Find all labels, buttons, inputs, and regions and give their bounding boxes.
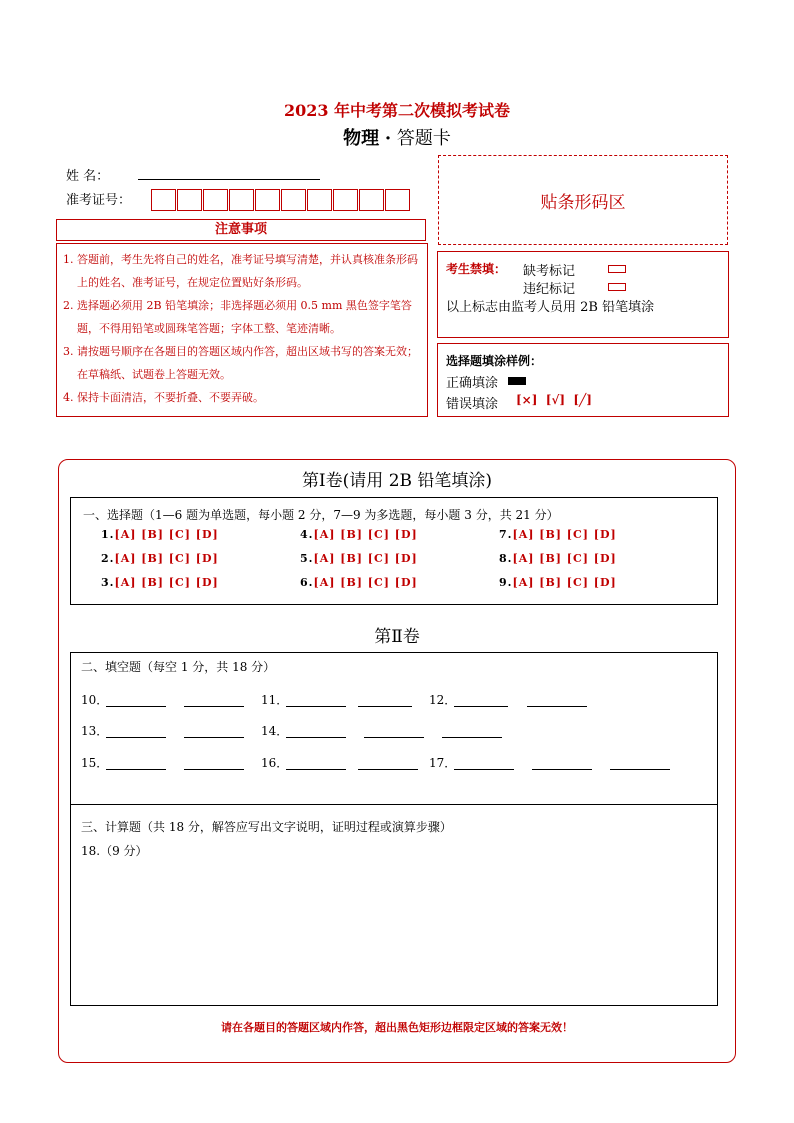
question-number: 3. <box>101 576 115 589</box>
question-3[interactable] <box>101 576 219 589</box>
footer-warning: 请在各题目的答题区域内作答，超出黑色矩形边框限定区域的答案无效！ <box>221 1021 573 1034</box>
id-digit-box[interactable] <box>229 189 254 211</box>
part2-heading: 第Ⅱ卷 <box>374 627 420 647</box>
answer-blank[interactable] <box>454 705 508 707</box>
id-digit-box[interactable] <box>281 189 306 211</box>
question-1[interactable] <box>101 528 219 541</box>
answer-blank[interactable] <box>184 768 244 770</box>
absent-mark-label: 缺考标记 <box>523 264 576 279</box>
ban-note: 以上标志由监考人员用 2B 铅笔填涂 <box>446 300 655 315</box>
option-bubbles[interactable]: [A] [B] [C] [D] <box>114 552 219 565</box>
fill-number: 11． <box>261 693 289 707</box>
notice-item: 1. 答题前，考生先将自己的姓名，准考证号填写清楚，并认真核准条形码上的姓名、准考证号，在规定位置贴好条形码。 <box>63 253 418 289</box>
fill-number: 14． <box>261 724 289 738</box>
barcode-area <box>438 155 728 245</box>
question-number: 7. <box>499 528 513 541</box>
answer-blank[interactable] <box>106 768 166 770</box>
id-digit-box[interactable] <box>151 189 176 211</box>
card-type-label: 答题卡 <box>396 128 451 149</box>
question-number: 4. <box>300 528 314 541</box>
id-digit-box[interactable] <box>385 189 410 211</box>
wrong-fill-label: 错误填涂 <box>446 397 499 412</box>
question-8[interactable] <box>499 552 617 565</box>
answer-blank[interactable] <box>364 736 424 738</box>
correct-fill-label: 正确填涂 <box>446 376 499 391</box>
notice-item: 4. 保持卡面清洁，不要折叠、不要弄破。 <box>63 391 264 404</box>
correct-fill-swatch <box>508 377 526 385</box>
answer-blank[interactable] <box>358 768 418 770</box>
barcode-label: 贴条形码区 <box>540 192 626 213</box>
question-4[interactable] <box>300 528 418 541</box>
violation-mark-box[interactable] <box>608 283 626 291</box>
examiner-only-box <box>437 251 729 338</box>
notice-heading: 注意事项 <box>56 219 426 241</box>
question-6[interactable] <box>300 576 418 589</box>
fill-title: 二、填空题（每空 1 分，共 18 分） <box>81 660 276 674</box>
option-bubbles[interactable]: [A] [B] [C] [D] <box>512 576 617 589</box>
question-number: 2. <box>101 552 115 565</box>
fill-number: 13． <box>81 724 109 738</box>
card-subtitle <box>0 124 794 150</box>
question-2[interactable] <box>101 552 219 565</box>
calc-section[interactable] <box>70 804 718 1006</box>
sample-title: 选择题填涂样例： <box>446 354 543 368</box>
question-9[interactable] <box>499 576 617 589</box>
option-bubbles[interactable]: [A] [B] [C] [D] <box>114 576 219 589</box>
answer-blank[interactable] <box>610 768 670 770</box>
id-digit-box[interactable] <box>177 189 202 211</box>
id-digit-box[interactable] <box>203 189 228 211</box>
name-label: 姓 名： <box>66 169 110 184</box>
choice-section <box>70 497 718 605</box>
id-number-boxes[interactable] <box>151 189 411 211</box>
wrong-fill-marks: [×] [√] [╱] <box>516 393 592 407</box>
notice-item: 2. 选择题必须用 2B 铅笔填涂；非选择题必须用 0.5 mm 黑色签字笔答题，不得用铅笔或圆珠笔答题；字体工整、笔迹清晰。 <box>63 299 412 335</box>
answer-blank[interactable] <box>358 705 412 707</box>
question-number: 5. <box>300 552 314 565</box>
absent-mark-box[interactable] <box>608 265 626 273</box>
id-digit-box[interactable] <box>359 189 384 211</box>
notice-box <box>56 243 428 417</box>
choice-instruction: 一、选择题（1—6 题为单选题，每小题 2 分，7—9 为多选题，每小题 3 分，共 21 分） <box>83 508 559 522</box>
fill-number: 17． <box>429 756 457 770</box>
fill-number: 16． <box>261 756 289 770</box>
question-number: 8. <box>499 552 513 565</box>
part1-heading: 第Ⅰ卷(请用 2B 铅笔填涂) <box>301 471 493 491</box>
answer-blank[interactable] <box>184 736 244 738</box>
answer-blank[interactable] <box>184 705 244 707</box>
question-5[interactable] <box>300 552 418 565</box>
answer-blank[interactable] <box>286 736 346 738</box>
answer-blank[interactable] <box>532 768 592 770</box>
answer-blank[interactable] <box>286 705 346 707</box>
ban-label: 考生禁填： <box>446 262 507 276</box>
option-bubbles[interactable]: [A] [B] [C] [D] <box>313 576 418 589</box>
option-bubbles[interactable]: [A] [B] [C] [D] <box>114 528 219 541</box>
question-7[interactable] <box>499 528 617 541</box>
fill-number: 15． <box>81 756 109 770</box>
id-digit-box[interactable] <box>307 189 332 211</box>
id-label: 准考证号： <box>66 193 132 208</box>
answer-blank[interactable] <box>454 768 514 770</box>
fill-number: 12． <box>429 693 457 707</box>
question-number: 1. <box>101 528 115 541</box>
fill-number: 10． <box>81 693 109 707</box>
fill-section <box>70 652 718 805</box>
id-digit-box[interactable] <box>333 189 358 211</box>
answer-blank[interactable] <box>527 705 587 707</box>
subtitle-dot: · <box>384 128 392 149</box>
fill-sample-box <box>437 343 729 417</box>
id-digit-box[interactable] <box>255 189 280 211</box>
exam-title: 2023 年中考第二次模拟考试卷 <box>283 101 511 120</box>
notice-item: 3. 请按题号顺序在各题目的答题区域内作答，超出区域书写的答案无效；在草稿纸、试题卷上答题无效。 <box>63 345 418 381</box>
subject-label: 物理 <box>343 128 380 149</box>
option-bubbles[interactable]: [A] [B] [C] [D] <box>512 528 617 541</box>
name-field[interactable] <box>138 178 320 180</box>
question-number: 6. <box>300 576 314 589</box>
answer-blank[interactable] <box>442 736 502 738</box>
question-18-label: 18.（9 分） <box>81 844 148 858</box>
option-bubbles[interactable]: [A] [B] [C] [D] <box>313 552 418 565</box>
calc-title: 三、计算题（共 18 分，解答应写出文字说明，证明过程或演算步骤） <box>81 820 452 834</box>
answer-blank[interactable] <box>106 705 166 707</box>
violation-mark-label: 违纪标记 <box>523 282 576 297</box>
answer-blank[interactable] <box>286 768 346 770</box>
option-bubbles[interactable]: [A] [B] [C] [D] <box>512 552 617 565</box>
answer-blank[interactable] <box>106 736 166 738</box>
question-number: 9. <box>499 576 513 589</box>
option-bubbles[interactable]: [A] [B] [C] [D] <box>313 528 418 541</box>
